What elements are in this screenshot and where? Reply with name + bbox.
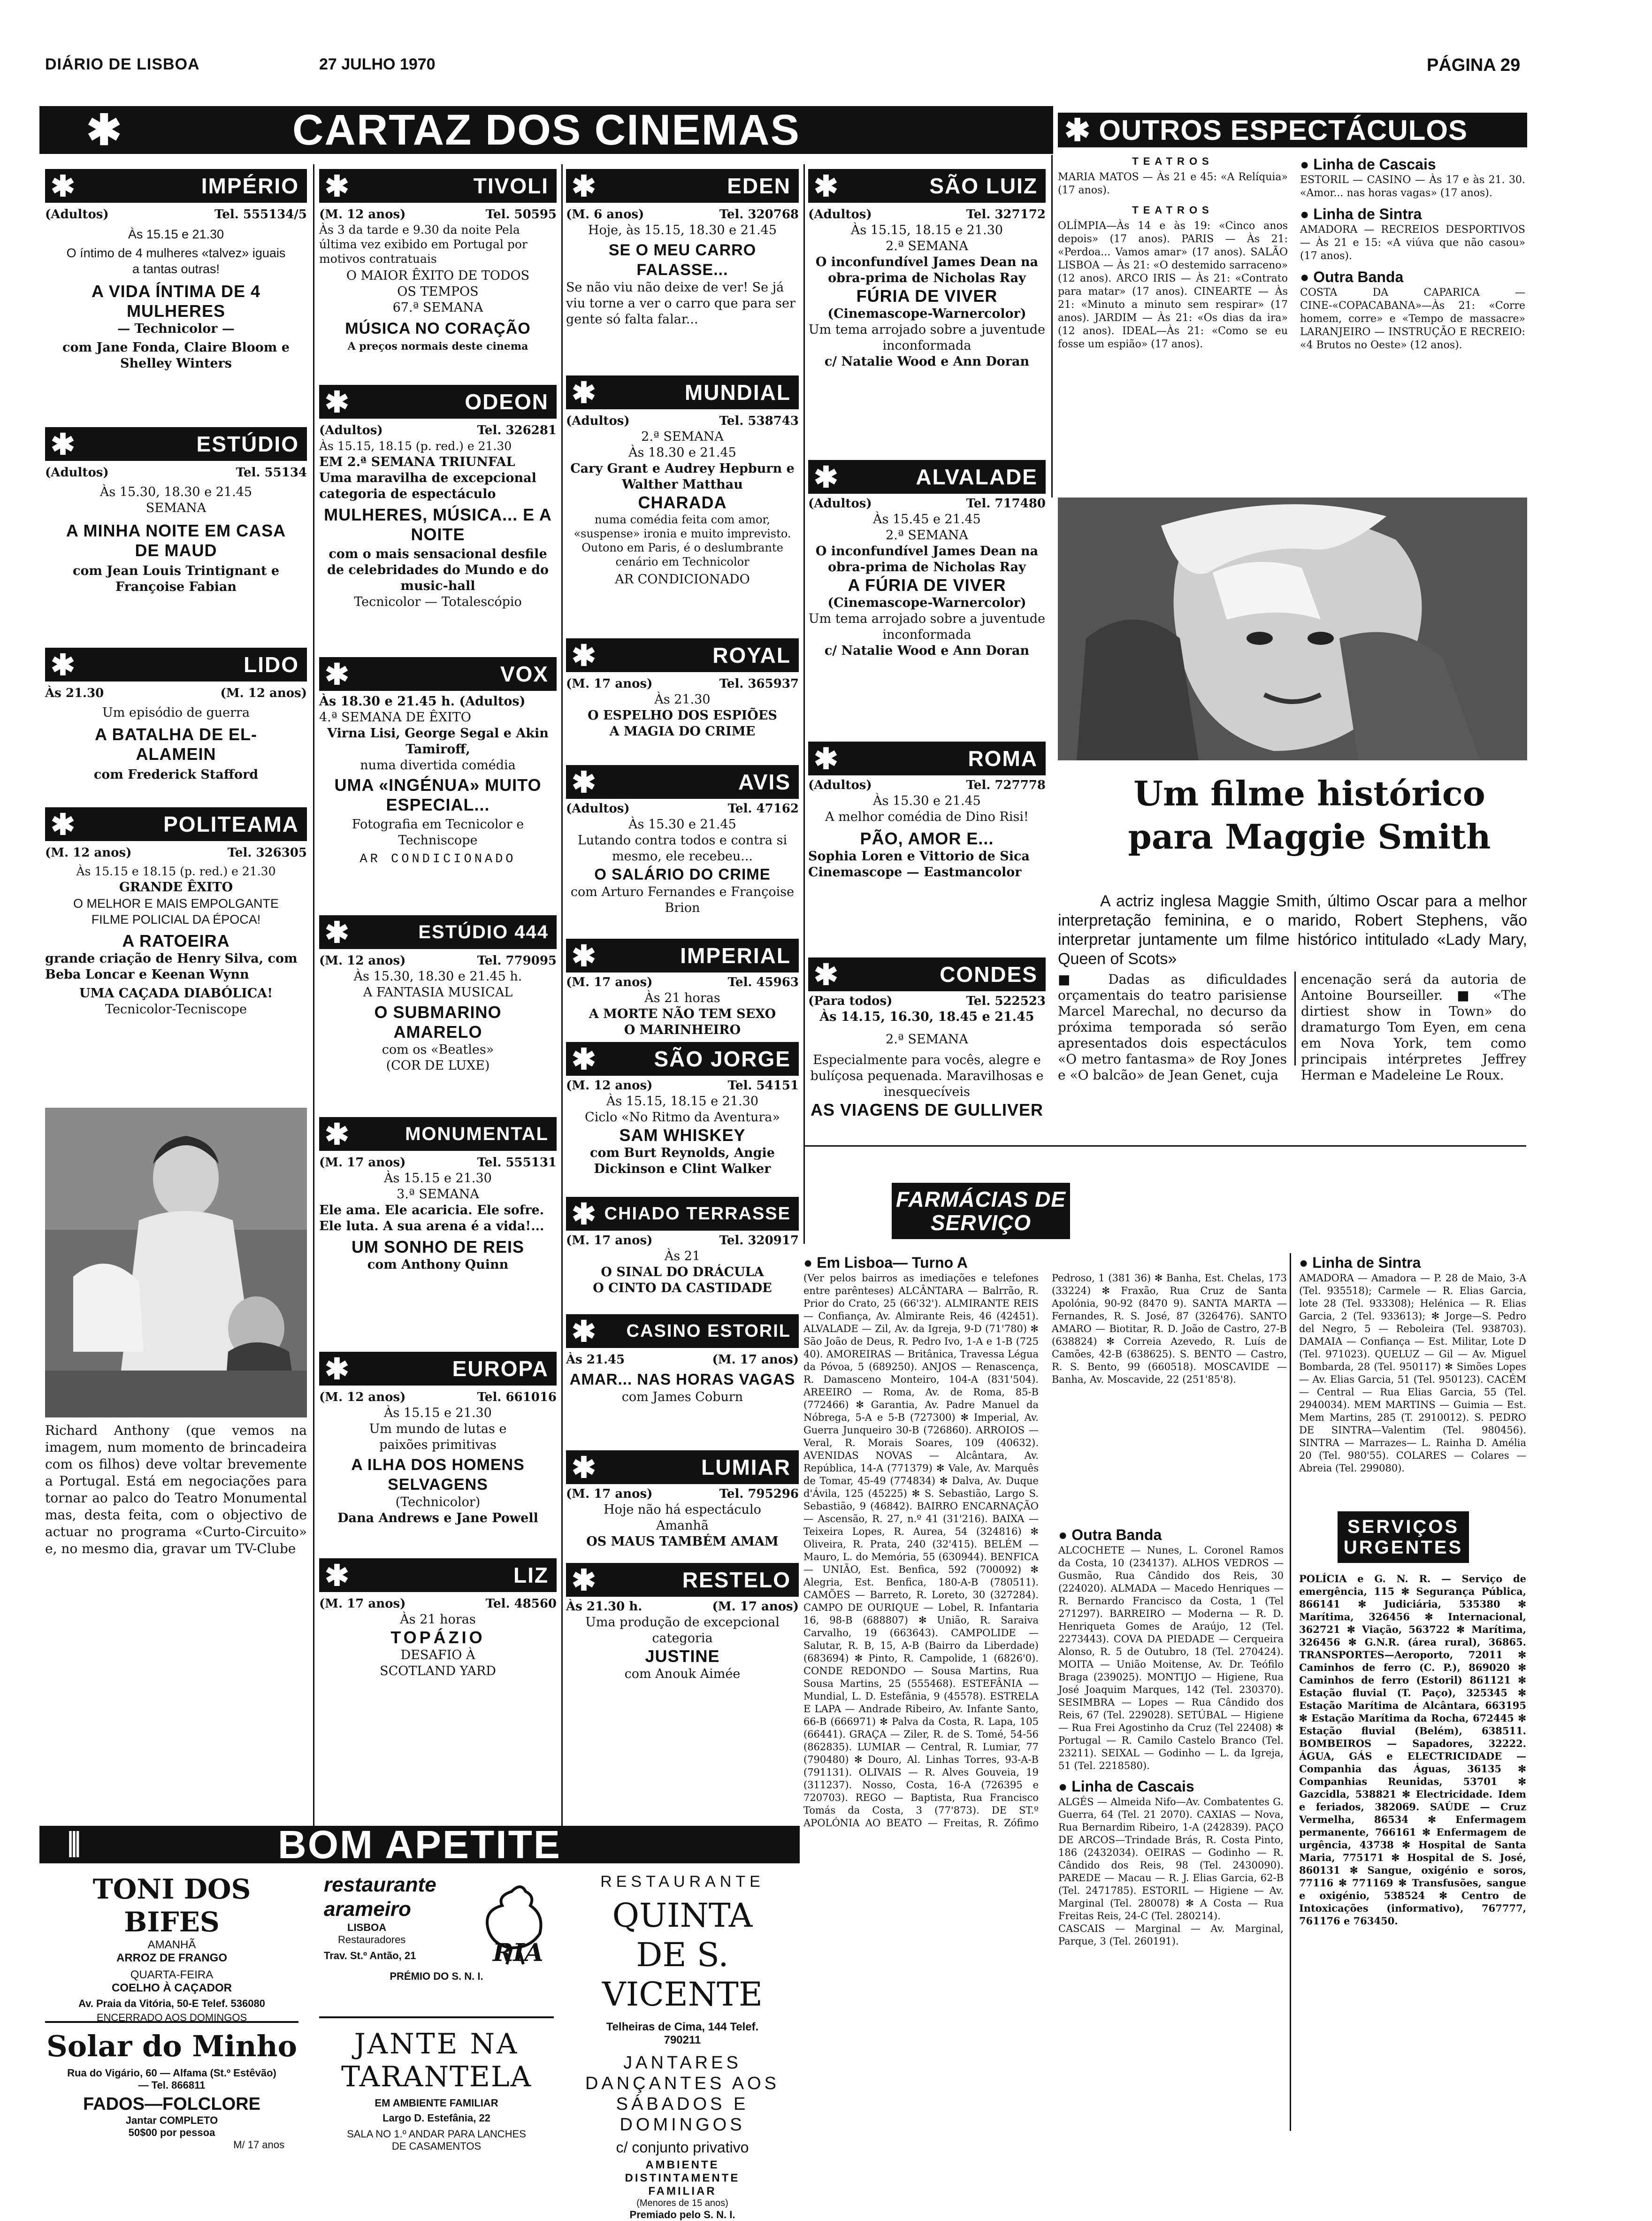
listing-europa: (M. 12 anos) Tel. 661016 Às 15.15 e 21.30 Um mundo de lutas e paixões primitivas A ILHA DOS HOMENS SELVAGENS (Technicolor) Dana Andrews e Jane Powell [319,1390,557,1525]
listing-avis: (Adultos) Tel. 47162 Às 15.30 e 21.45 Lutando contra todos e contra si mesmo, ele recebeu... O SALÁRIO DO CRIME com Arturo Fernandes e Françoise Brion [566,802,799,915]
divider [803,1145,1526,1147]
cinema-header-odeon: ✱ ODEON [319,385,557,419]
cinema-header-restelo: ✱ RESTELO [566,1563,799,1597]
servicos-logo: SERVIÇOS URGENTES [1338,1511,1469,1563]
cinema-header-saoluiz: ✱ SÃO LUIZ [808,169,1046,203]
listing-imperio: (Adultos) Tel. 555134/5 Às 15.15 e 21.30 O íntimo de 4 mulheres «talvez» iguais a tantas outras! A VIDA ÍNTIMA DE 4 MULHERES — Technicolor — com Jane Fonda, Claire Bloom e Shelley Winters [45,207,307,371]
cinema-header-politeama: ✱ POLITEAMA [45,807,307,841]
star-icon: ✱ [814,461,838,494]
cinema-header-vox: ✱ VOX [319,657,557,691]
article-col1: ■ Dadas as dificuldades orçamentais do teatro parisiense Marcel Marechal, no decurso da próxima temporada só serão apresentados dois espectáculos «O metro fantasma» de Roy Jones e «O balcão» de Jean Genet, cuja [1058,972,1287,1083]
ad-toni-dos-bifes: TONI DOS BIFES AMANHÃ ARROZ DE FRANGO QUARTA-FEIRA COELHO À CAÇADOR Av. Praia da Vitória, 50-E Telef. 536080 ENCERRADO AOS DOMINGOS [45,1873,298,2023]
cinema-header-condes: ✱ CONDES [808,957,1046,991]
article-headline: Um filme histórico para Maggie Smith [1128,774,1491,857]
listing-casino: Às 21.45 (M. 17 anos) AMAR... NAS HORAS VAGAS com James Coburn [566,1353,799,1404]
cinema-header-eden: ✱ EDEN [566,169,799,203]
star-icon: ✱ [572,940,596,973]
star-icon: ✱ [814,170,838,203]
star-icon: ✱ [325,1559,349,1592]
listing-alvalade: (Adultos) Tel. 717480 Às 15.45 e 21.45 2.ª SEMANA O inconfundível James Dean na obra-prima de Nicholas Ray A FÚRIA DE VIVER (Cinemascope-Warnercolor) Um tema arrojado sobre a juventude inconformada c/ Natalie Wood e Ann Doran [808,497,1046,658]
page-number: PÁGINA 29 [1427,55,1521,75]
listing-politeama: (M. 12 anos) Tel. 326305 Às 15.15 e 18.15 (p. red.) e 21.30 GRANDE ÊXITO O MELHOR E MAIS EMPOLGANTE FILME POLICIAL DA ÉPOCA! A RATOEIRA grande criação de Henry Silva, com Beba Loncar e Keenan Wynn UMA CAÇADA DIABÓLICA! Tecnicolor-Tecniscope [45,846,307,1017]
star-icon: ✱ [51,170,75,203]
ad-solar-do-minho: Solar do Minho Rua do Vigário, 60 — Alfama (St.º Estêvão) — Tel. 866811 FADOS—FOLCLORE Jantar COMPLETO 50$00 por pessoa M/ 17 anos [46,2029,298,2151]
cinema-header-casino: ✱ CASINO ESTORIL [566,1314,799,1348]
star-icon: ✱ [572,1564,596,1597]
listing-condes: (Para todos) Tel. 522523 Às 14.15, 16.30, 18.45 e 21.45 2.ª SEMANA Especialmente para vocês, alegre e bulíçosa pequenada. Maravilhosas e inesquecíveis AS VIAGENS DE GULLIVER [808,994,1046,1119]
star-icon: ✱ [572,1315,596,1348]
listing-tivoli: (M. 12 anos) Tel. 50595 Às 3 da tarde e 9.30 da noite Pela última vez exibido em Portugal por motivos contratuais O MAIOR ÊXITO DE TODOS OS TEMPOS 67.ª SEMANA MÚSICA NO CORAÇÃO A preços normais deste cinema [319,207,557,352]
farmacias-logo: FARMÁCIAS DE SERVIÇO [892,1183,1070,1239]
photo-image [45,1108,307,1417]
listing-roma: (Adultos) Tel. 727778 Às 15.30 e 21.45 A melhor comédia de Dino Risi! PÃO, AMOR E... Sophia Loren e Vittorio de Sica Cinemascope — Eastmancolor [808,778,1046,880]
star-icon: ✱ [572,1043,596,1076]
ad-arameiro: restaurante arameiro LISBOA Restauradores Trav. St.º Antão, 21 PRÉMIO DO S. N. I. RIA [319,1873,554,2018]
cinema-header-roma: ✱ ROMA [808,742,1046,775]
article-col2: encenação será da autoria de Antoine Bourseiller. ■ «The dirtiest show in Town» do dramaturgo Tom Eyen, em cena em Nova York, tem como principais intérpretes Jeffrey Herman e Madeleine Le Roux. [1301,972,1526,1083]
cinema-header-estudio: ✱ ESTÚDIO [45,427,307,461]
column-divider [1051,155,1053,498]
photo-richard-anthony [45,1108,307,1417]
star-icon: ✱ [1064,112,1093,147]
listing-liz: (M. 17 anos) Tel. 48560 Às 21 horas TOPÁZIO DESAFIO À SCOTLAND YARD [319,1597,557,1678]
cinema-header-alvalade: ✱ ALVALADE [808,460,1046,494]
article-lead: A actriz inglesa Maggie Smith, último Oscar para a melhor interpretação feminina, e o marido, Robert Stephens, vão interpretar juntamente um filme histórico intitulado «Lady Mary, Queen of Scots» [1058,892,1527,968]
newspaper-name: DIÁRIO DE LISBOA [45,55,200,73]
listing-imperial: (M. 17 anos) Tel. 45963 Às 21 horas A MORTE NÃO TEM SEXO O MARINHEIRO [566,975,799,1037]
star-icon: ✱ [572,766,596,799]
star-icon: ✱ [325,1118,349,1151]
cinema-header-imperial: ✱ IMPERIAL [566,939,799,973]
star-icon: ✱ [51,428,75,461]
photo-caption: Richard Anthony (que vemos na imagem, num momento de brincadeira com os filhos) deve voltar brevemente a Portugal. Está em negociações para tornar ao palco do Teatro Monumental mas, desta feita, com o objectivo de actuar no programa «Curto-Circuito» e, no mesmo dia, gravar um TV-Clube [45,1423,307,1556]
star-icon: ✱ [51,649,75,682]
listing-odeon: (Adultos) Tel. 326281 Às 15.15, 18.15 (p. red.) e 21.30 EM 2.ª SEMANA TRIUNFAL Uma maravilha de excepcional categoria de espectáculo MULHERES, MÚSICA... E A NOITE com o mais sensacional desfile de celebridades do Mundo e do music-hall Tecnicolor — Totalescópio [319,423,557,609]
cinema-header-liz: ✱ LIZ [319,1558,557,1592]
star-icon: ✱ [86,107,124,154]
photo-maggie-smith [1058,498,1527,760]
star-icon: ✱ [325,658,349,691]
star-icon: ✱ [572,376,596,409]
listing-mundial: (Adultos) Tel. 538743 2.ª SEMANA Às 18.30 e 21.45 Cary Grant e Audrey Hepburn e Walther Matthau CHARADA numa comédia feita com amor, «suspense» ironia e muito imprevisto. Outono em Paris, é o deslumbrante cenário em Technicolor AR CONDICIONADO [566,414,799,587]
fork-icon: ⫼ [68,1829,83,1860]
star-icon: ✱ [572,1451,596,1484]
cinemas-banner [39,106,1053,154]
listing-royal: (M. 17 anos) Tel. 365937 Às 21.30 O ESPELHO DOS ESPIÕES A MAGIA DO CRIME [566,677,799,739]
star-icon: ✱ [814,958,838,991]
photo-image [1058,498,1527,760]
cinema-header-imperio: ✱ IMPÉRIO [45,169,307,203]
listing-chiado: (M. 17 anos) Tel. 320917 Às 21 O SINAL DO DRÁCULA O CINTO DA CASTIDADE [566,1233,799,1295]
listing-saojorge: (M. 12 anos) Tel. 54151 Às 15.15, 18.15 e 21.30 Ciclo «No Ritmo da Aventura» SAM WHISKEY com Burt Reynolds, Angie Dickinson e Clint Walker [566,1079,799,1176]
cinema-header-saojorge: ✱ SÃO JORGE [566,1042,799,1076]
listing-eden: (M. 6 anos) Tel. 320768 Hoje, às 15.15, 18.30 e 21.45 SE O MEU CARRO FALASSE... Se não viu não deixe de ver! Se já viu torne a ver o carro que para ser gente só falta falar... [566,207,799,327]
star-icon: ✱ [325,916,349,949]
cinema-header-avis: ✱ AVIS [566,765,799,799]
column-divider [1294,972,1296,1065]
outros-banner [1058,113,1527,147]
banner-title: CARTAZ DOS CINEMAS [292,106,801,154]
star-icon: ✱ [572,1198,596,1231]
farmacias-sintra: ● Linha de Sintra AMADORA — Amadora — P. 28 de Maio, 3-A (Tel. 935518); Carmele — R. Elias Garcia, lote 28 (Tel. 933308); Helénica — R. Elias Garcia, 2 (Tel. 933613); ✻ Jorge—S. Pedro del Negro, 5 — Reboleira (Tel. 938703). DAMAIA — Confiança — Est. Militar, Lote D (Tel. 971023). QUELUZ — Gil — Av. Miguel Bombarda, 28 (Tel. 950117) ✻ Simões Lopes — Av. Elias Garcia, 51 (Tel. 950123). CACÉM — Central — Rua Elias Garcia, 55 (Tel. 2940034). MEM MARTINS — Guimia — Est. Mem Martins, 285 (T. 2910012). S. PEDRO DE SINTRA—Valentim (Tel. 980456). SINTRA — Marrazes— L. Rainha D. Amélia 20 (Tel. 980'55). COLARES — Colares — Abreia (Tel. 299080). [1299,1254,1526,1474]
listing-restelo: Às 21.30 h. (M. 17 anos) Uma produção de excepcional categoria JUSTINE com Anouk Aimée [566,1600,799,1681]
listing-monumental: (M. 17 anos) Tel. 555131 Às 15.15 e 21.30 3.ª SEMANA Ele ama. Ele acaricia. Ele sofre. Ele luta. A sua arena é a vida!... UM SONHO DE REIS com Anthony Quinn [319,1156,557,1272]
star-icon: ✱ [325,386,349,419]
column-divider [561,164,563,1826]
cinema-header-europa: ✱ EUROPA [319,1352,557,1386]
column-divider [1290,1253,1291,2131]
outros-regions: ● Linha de Cascais ESTORIL — CASINO — Às 17 e às 21. 30. «Amor... nas horas vagas» (17 anos). ● Linha de Sintra AMADORA — RECREIOS DESPORTIVOS — Às 21 e 15: «A viúva que não casou» (17 anos). ● Outra Banda COSTA DA CAPARICA — CINE-«COPACABANA»—Às 21: «Corre homem, corre» e «Tempo de massacre» LARANJEIRO — INSTRUÇÃO E RECREIO: «4 Brutos no Oeste» (12 anos). [1300,156,1525,351]
ad-tarantela: JANTE NA TARANTELA EM AMBIENTE FAMILIAR Largo D. Estefânia, 22 SALA NO 1.º ANDAR PARA LANCHES DE CASAMENTOS [341,2028,532,2152]
star-icon: ✱ [572,170,596,203]
star-icon: ✱ [325,1353,349,1386]
star-icon: ✱ [814,743,838,775]
teatros-list: TEATROS MARIA MATOS — Às 21 e 45: «A Relíquia» (17 anos). TEATROS OLÍMPIA—Às 14 e às 19: «Cinco anos depois» (17 anos). PARIS — Às 21: «Perdoa... Vamos amar» (17 anos). SALÃO LISBOA — Às 21: «O destemido sarraceno» (12 anos). ARCO IRIS — Às 21: «Contrato para matar» (17 anos). CINEARTE — Às 21: «Minuto a minuto sem respirar» (17 anos). JARDIM — Às 21: «Os dias da ira» (12 anos). IDEAL—Às 21: «Como se eu fosse um espião» (17 anos). [1058,155,1288,350]
rooster-logo: RIA [474,1882,549,1971]
issue-date: 27 JULHO 1970 [319,55,436,73]
cinema-header-lido: ✱ LIDO [45,648,307,682]
cinema-header-tivoli: ✱ TIVOLI [319,169,557,203]
ad-quinta-s-vicente: RESTAURANTE QUINTA DE S. VICENTE Telheiras de Cima, 144 Telef. 790211 JANTARES DANÇANTES AOS SÁBADOS E DOMINGOS c/ conjunto privativo AMBIENTE DISTINTAMENTE FAMILIAR (Menores de 15 anos) Premiado pelo S. N. I. [585,1873,780,2221]
star-icon: ✱ [325,170,349,203]
farmacias-outra-banda: ● Outra Banda ALCOCHETE — Nunes, L. Coronel Ramos da Costa, 10 (234137). ALHOS VEDROS — Gusmão, Rua Cândido dos Reis, 30 (224020). ALMADA — Macedo Henriques — R. Bernardo Francisco da Costa, 1 (Tel 271297). BARREIRO — Moderna — R. D. Henriqueta Gomes de Araújo, 12 (Tel. 2273443). COVA DA PIEDADE — Cerqueira Alonso, R. 5 de Outubro, 18 (Tel. 270424). MOITA — União Moitense, Av. Dr. Teófilo Braga (239025). MONTIJO — Higiene, Rua José Joaquim Marques, 142 (Tel. 230370). SESIMBRA — Lopes — Rua Cândido dos Reis, 67 (Tel. 229028). SETÚBAL — Higiene — Rua Frei Agostinho da Cruz (Tel 22408) ✻ Portugal — R. Camilo Castelo Branco (Tel. 23211). SEIXAL — Godinho — L. da Igreja, 51 (Tel. 2218580). ● Linha de Cascais ALGÉS — Almeida Nifo—Av. Combatentes G. Guerra, 64 (Tel. 21 2070). CAXIAS — Nova, Rua Bernardim Ribeiro, 1-A (242839). PAÇO DE ARCOS—Trindade Brás, R. Costa Pinto, 186 (2432034). OEIRAS — Godinho — R. Cândido dos Reis, 98 (Tel. 2430090). PAREDE — Macau — R. J. Elias Garcia, 62-B (Tel. 2471785). ESTORIL — Higiene — Av. Marginal (Tel. 280078) ✻ A Costa — Rua Freitas Reis, 24-C (Tel. 280214). CASCAIS — Marginal — Av. Marginal, Parque, 3 (Tel. 260191). [1058,1526,1284,1947]
listing-lido: Às 21.30 (M. 12 anos) Um episódio de guerra A BATALHA DE EL-ALAMEIN com Frederick Stafford [45,686,307,782]
star-icon: ✱ [51,808,75,841]
star-icon: ✱ [572,639,596,672]
listing-vox: Às 18.30 e 21.45 h. (Adultos) 4.ª SEMANA DE ÊXITO Virna Lisi, George Segal e Akin Tamiroff, numa divertida comédia UMA «INGÉNUA» MUITO ESPECIAL... Fotografia em Tecnicolor e Techniscope AR CONDICIONADO [319,694,549,866]
bom-apetite-banner: ⫼ BOM APETITE [39,1826,800,1863]
column-divider [803,164,805,1244]
cinema-header-monumental: ✱ MONUMENTAL [319,1117,557,1151]
cinema-header-royal: ✱ ROYAL [566,638,799,672]
column-divider [313,164,314,1826]
cinema-header-estudio444: ✱ ESTÚDIO 444 [319,915,557,949]
cinema-header-chiado: ✱ CHIADO TERRASSE [566,1197,799,1231]
listing-estudio444: (M. 12 anos) Tel. 779095 Às 15.30, 18.30 e 21.45 h. A FANTASIA MUSICAL O SUBMARINO AMARELO com os «Beatles» (COR DE LUXE) [319,954,557,1073]
listing-saoluiz: (Adultos) Tel. 327172 Às 15.15, 18.15 e 21.30 2.ª SEMANA O inconfundível James Dean na obra-prima de Nicholas Ray FÚRIA DE VIVER (Cinemascope-Warnercolor) Um tema arrojado sobre a juventude inconformada c/ Natalie Wood e Ann Doran [808,207,1046,369]
banner-title: OUTROS ESPECTÁCULOS [1099,114,1468,146]
servicos-list: POLÍCIA e G. N. R. — Serviço de emergência, 115 ✻ Segurança Pública, 866141 ✻ Judiciária, 535380 ✻ Marítima, 326456 ✻ Internacional, 362721 ✻ Viação, 563722 ✻ Marítima, 326456 ✻ G.N.R. (área rural), 36865. TRANSPORTES—Aeroporto, 72011 ✻ Caminhos de ferro (C. P.), 869020 ✻ Caminhos de ferro (Estoril) 861121 ✻ Estação fluvial (T. Paço), 325345 ✻ Estação Marítima de Alcântara, 663195 ✻ Estação Marítima da Rocha, 672445 ✻ Estação fluvial (Belém), 638511. BOMBEIROS — Sapadores, 32222. ÁGUA, GÁS e ELECTRICIDADE — Companhia das Águas, 36135 ✻ Companhias Reunidas, 53701 ✻ Gazcidla, 538821 ✻ Electricidade. Idem e feriados, 382069. SAÚDE — Cruz Vermelha, 86534 ✻ Enfermagem permanente, 766161 ✻ Enfermagem de urgência, 43738 ✻ Hospital de Santa Maria, 775171 ✻ Hospital de S. José, 860131 ✻ Sangue, oxigénio e soros, 77116 ✻ 771169 ✻ Transfusões, sangue e oxigénio, 538524 ✻ Centro de Intoxicações (informativo), 767777, 761176 e 763450. [1299,1573,1526,1927]
listing-lumiar: (M. 17 anos) Tel. 795296 Hoje não há espectáculo Amanhã OS MAUS TAMBÉM AMAM [566,1487,799,1549]
cinema-header-lumiar: ✱ LUMIAR [566,1450,799,1484]
listing-estudio: (Adultos) Tel. 55134 Às 15.30, 18.30 e 21.45 SEMANA A MINHA NOITE EM CASA DE MAUD com Jean Louis Trintignant e Françoise Fabian [45,466,307,594]
cinema-header-mundial: ✱ MUNDIAL [566,375,799,409]
farmacias-lisboa-col1: ● Em Lisboa— Turno A (Ver pelos bairros as imediações e telefones entre parênteses) ALCÂNTARA — Balrrão, R. Prior do Crato, 25 (66'32'). ALMIRANTE REIS — Confiança, Av. Almirante Reis, 46 (42451). ALVALADE — Zil, Av. da Igreja, 9-D (71'780) ✻ São João de Deus, R. Pedro Ivo, 1-A e 1-B (725 40). AMOREIRAS — Britânica, Travessa Légua da Póvoa, 5 (689250). ANJOS — Renascença, R. Damasceno Monteiro, 104-A (831'504). AREEIRO — Roma, Av. de Roma, 85-B (772466) ✻ Garantia, Av. Padre Manuel da Nóbrega, 5-A e 5-B (727300) ✻ Imperial, Av. Guerra Junqueiro 30-B (726860). ARROIOS — Veral, R. Morais Soares, 109 (40632). AVENIDAS NOVAS — Alcântara, Av. República, 14-A (771379) ✻ Vale, Av. Marquês de Tomar, 45-49 (774834) ✻ Dalva, Av. Duque d'Ávila, 125 (45225) ✻ S. Sebastião, Largo S. Sebastião, 9 (46842). BAIRRO ENCARNAÇÃO — Ascensão, R. 27, n.º 41 (31'216). BAIXA — Teixeira Lopes, R. Aurea, 54 (324816) ✻ Oliveira, R. Prata, 240 (32'415). BELÉM — Mauro, L. do Memória, 55 (630944). BENFICA — UNIÃO, Est. Benfica, 592 (700092) ✻ Alegria, Est. Benfica, 180-A-B (780511). CAMÕES — Barreto, R. Loreto, 30 (327284). CAMPO DE OURIQUE — Lobel, R. Infantaria 16, 98-B (688807) ✻ União, R. Saraiva Carvalho, 19 (663643). CAMPOLIDE — Salutar, R. B, 15, A-B (Bairro da Liberdade) (683694) ✻ Pinto, R. Campolide, 1 (6826'0). CONDE REDONDO — Sousa Martins, Rua Sousa Martins, 25 (555468). ESTEFÂNIA — Mundial, L. D. Estefânia, 9 (45578). ESTRELA E LAPA — Andrade Ribeiro, Av. Infante Santo, 66-B (666971) ✻ Palva da Costa, R. Lapa, 105 (66441). GRAÇA — Ziler, R. de S. Tomé, 54-56 (862835). LUMIAR — Central, R. Lumiar, 77 (790480) ✻ Douro, Al. Linhas Torres, 93-A-B (791131). OLIVAIS — R. Alves Gouveia, 19 (311237). Nosso, Costa, 16-A (726395 e 720703). REGO — Baptista, Rua Francisco Tomás da Costa, 3 (77'873). DE ST.º APOLÓNIA AO BEATO — Freitas, R. Zófimo Pedroso, 1 (381 36) ✻ Banha, Est. Chelas, 173 (33224) ✻ Fraxão, Rua Cruz de Santa Apolónia, 90-92 (8470 9). SANTA MARTA — Fernandes, R. S. José, 87 (326476). SANTO AMARO — Biotitar, R. D. João de Castro, 27-B (638824) ✻ Correia Azevedo, R. Luís de Camões, 42-B (638625). S. BENTO — Castro, R. S. Bento, 99 (660518). MOSCAVIDE — Banha, Av. Moscavide, 22 (251'85'8). [803,1254,1287,1829]
